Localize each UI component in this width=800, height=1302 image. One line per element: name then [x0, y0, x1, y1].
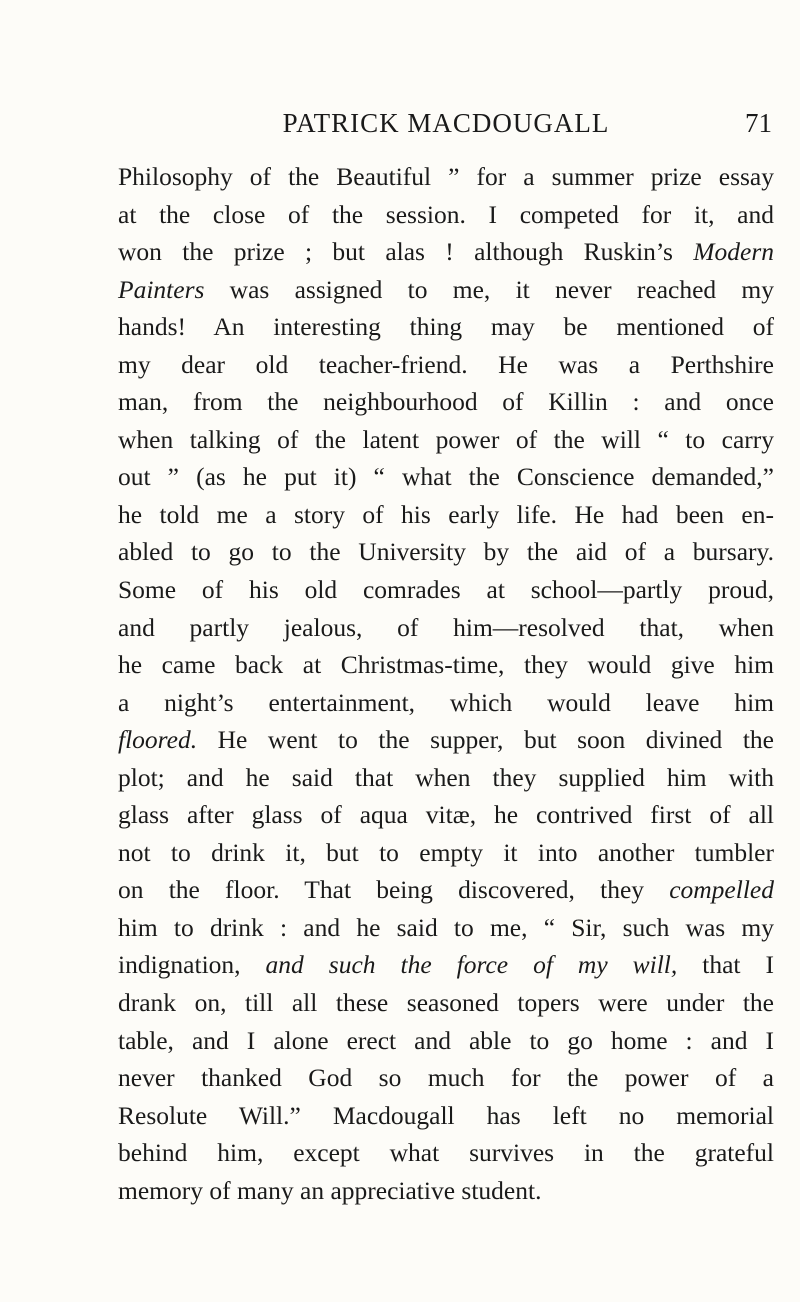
text-segment: a night’s entertainment, which would leave him: [118, 687, 774, 717]
italic-text: Painters: [118, 274, 205, 304]
text-line: [118, 909, 774, 947]
italic-text: and such the force of my will,: [265, 950, 678, 980]
text-segment: when talking of the latent power of the will “ to carry: [118, 424, 774, 454]
italic-text: compelled: [669, 875, 774, 905]
text-line: [118, 346, 774, 384]
text-line: [118, 721, 774, 759]
text-segment: on the floor. That being discovered, they: [118, 875, 670, 905]
text-line: [118, 308, 774, 346]
text-segment: He went to the supper, but soon divined the: [197, 725, 774, 755]
text-line: [118, 759, 774, 797]
text-segment: behind him, except what survives in the grateful: [118, 1138, 774, 1168]
text-segment: Resolute Will.” Macdougall has left no memorial: [118, 1100, 774, 1130]
text-segment: Philosophy of the Beautiful ” for a summer prize essay: [118, 162, 774, 191]
text-line: [118, 646, 774, 684]
text-line: [118, 1134, 774, 1172]
text-segment: was assigned to me, it never reached my: [204, 274, 774, 304]
text-line: [118, 158, 774, 196]
text-line: [118, 571, 774, 609]
text-line: [118, 946, 774, 984]
text-line: [118, 984, 774, 1022]
text-line: [118, 458, 774, 496]
text-line: [118, 1022, 774, 1060]
text-line: [118, 796, 774, 834]
italic-text: floored.: [118, 725, 198, 755]
text-line: [118, 609, 774, 647]
text-segment: out ” (as he put it) “ what the Conscience demanded,”: [118, 462, 774, 492]
text-line: [118, 533, 774, 571]
running-title: PATRICK MACDOUGALL: [282, 108, 610, 138]
text-segment: at the close of the session. I competed for it, and: [118, 199, 774, 229]
text-segment: won the prize ; but alas ! although Ruskin’s: [118, 237, 694, 267]
body-text: [118, 158, 774, 1209]
text-segment: never thanked God so much for the power of a: [118, 1063, 774, 1093]
text-segment: Some of his old comrades at school—partly proud,: [118, 575, 774, 605]
text-line: [118, 1059, 774, 1097]
text-line: [118, 1097, 774, 1135]
text-segment: man, from the neighbourhood of Killin : and once: [118, 387, 774, 417]
text-line: [118, 684, 774, 722]
text-line: [118, 496, 774, 534]
text-segment: drank on, till all these seasoned topers were under the: [118, 988, 774, 1018]
text-line: [118, 196, 774, 234]
text-line: [118, 1172, 774, 1210]
text-line: [118, 383, 774, 421]
text-line: [118, 834, 774, 872]
page-number: 71: [745, 108, 772, 138]
text-segment: that I: [677, 950, 774, 980]
italic-text: Modern: [693, 237, 774, 267]
text-segment: indignation,: [118, 950, 266, 980]
text-segment: glass after glass of aqua vitæ, he contrived first of all: [118, 800, 774, 830]
text-line: [118, 421, 774, 459]
text-line: [118, 271, 774, 309]
text-segment: not to drink it, but to empty it into another tumbler: [118, 837, 774, 867]
text-segment: and partly jealous, of him—resolved that, when: [118, 612, 774, 642]
text-line: [118, 871, 774, 909]
text-segment: table, and I alone erect and able to go home : and I: [118, 1025, 774, 1055]
text-segment: he came back at Christmas-time, they would give him: [118, 650, 774, 680]
text-segment: abled to go to the University by the aid of a bursary.: [118, 537, 774, 567]
text-segment: plot; and he said that when they supplied him with: [118, 762, 774, 792]
text-line: [118, 233, 774, 271]
text-segment: hands! An interesting thing may be mentioned of: [118, 312, 774, 342]
text-segment: he told me a story of his early life. He had been en-: [118, 499, 774, 529]
running-head: [118, 108, 774, 140]
text-segment: memory of many an appreciative student.: [118, 1175, 542, 1205]
text-segment: my dear old teacher-friend. He was a Perthshire: [118, 349, 774, 379]
text-segment: him to drink : and he said to me, “ Sir, such was my: [118, 912, 774, 942]
